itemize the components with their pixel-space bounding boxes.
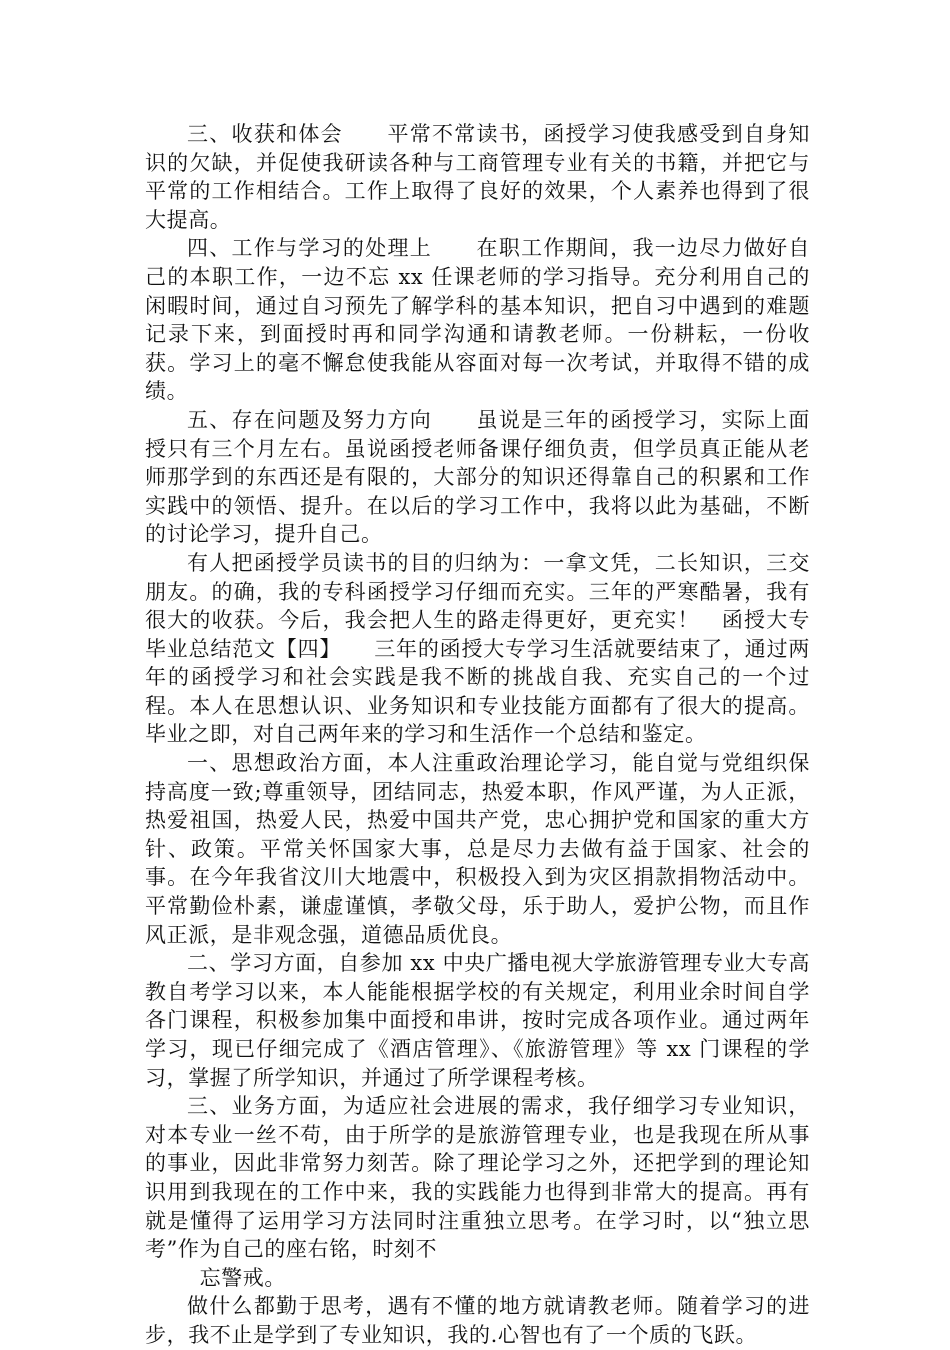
paragraph-harvest: 三、收获和体会 平常不常读书，函授学习使我感受到自身知识的欠缺，并促使我研读各种与工商管理专业有关的书籍，并把它与平常的工作相结合。工作上取得了良好的效果，个人素养也得到了很大提高。: [145, 122, 810, 232]
paragraph-thinking: 做什么都勤于思考，遇有不懂的地方就请教老师。随着学习的进步，我不止是学到了专业知识，我的.心智也有了一个质的飞跃。: [145, 1294, 810, 1347]
paragraph-purpose: 有人把函授学员读书的目的归纳为：一拿文凭，二长知识，三交朋友。的确，我的专科函授学习仔细而充实。三年的严寒酷暑，我有很大的收获。今后，我会把人生的路走得更好，更充实！ 函授大专毕业总结范文【四】 三年的函授大专学习生活就要结束了，通过两年的函授学习和社会实践是我不断的挑战自我、充实自己的一个过程。本人在思想认识、业务知识和专业技能方面都有了很大的提高。毕业之即，对自己两年来的学习和生活作一个总结和鉴定。: [145, 550, 810, 747]
paragraph-study: 二、学习方面，自参加 xx 中央广播电视大学旅游管理专业大专高教自考学习以来，本人能能根据学校的有关规定，利用业余时间自学各门课程，积极参加集中面授和串讲，按时完成各项作业。通过两年学习，现已仔细完成了《酒店管理》、《旅游管理》等 xx 门课程的学习，掌握了所学知识，并通过了所学课程考核。: [145, 951, 810, 1090]
paragraph-political: 一、思想政治方面，本人注重政治理论学习，能自觉与党组织保持高度一致;尊重领导，团结同志，热爱本职，作风严谨，为人正派，热爱祖国，热爱人民，热爱中国共产党，忠心拥护党和国家的重大方针、政策。平常关怀国家大事，总是尽力去做有益于国家、社会的事。在今年我省汶川大地震中，积极投入到为灾区捐款捐物活动中。平常勤俭朴素，谦虚谨慎，孝敬父母，乐于助人，爱护公物，而且作风正派，是非观念强，道德品质优良。: [145, 751, 810, 947]
paragraph-business: 三、业务方面，为适应社会进展的需求，我仔细学习专业知识，对本专业一丝不苟，由于所学的是旅游管理专业，也是我现在所从事的事业，因此非常努力刻苦。除了理论学习之外，还把学到的理论知识用到我现在的工作中来，我的实践能力也得到非常大的提高。再有就是懂得了运用学习方法同时注重独立思考。在学习时，以“独立思考”作为自己的座右铭，时刻不: [145, 1094, 810, 1262]
document-body: [145, 120, 810, 1350]
paragraph-problems: 五、存在问题及努力方向 虽说是三年的函授学习，实际上面授只有三个月左右。虽说函授老师备课仔细负责，但学员真正能从老师那学到的东西还是有限的，大部分的知识还得靠自己的积累和工作实践中的领悟、提升。在以后的学习工作中，我将以此为基础，不断的讨论学习，提升自己。: [145, 407, 810, 547]
paragraph-work-study: 四、工作与学习的处理上 在职工作期间，我一边尽力做好自己的本职工作，一边不忘 xx 任课老师的学习指导。充分利用自己的闲暇时间，通过自习预先了解学科的基本知识，把自习中遇到的难题记录下来，到面授时再和同学沟通和请教老师。一份耕耘，一份收获。学习上的毫不懈怠使我能从容面对每一次考试，并取得不错的成绩。: [145, 236, 810, 404]
paragraph-warning: 忘警戒。: [199, 1265, 286, 1290]
